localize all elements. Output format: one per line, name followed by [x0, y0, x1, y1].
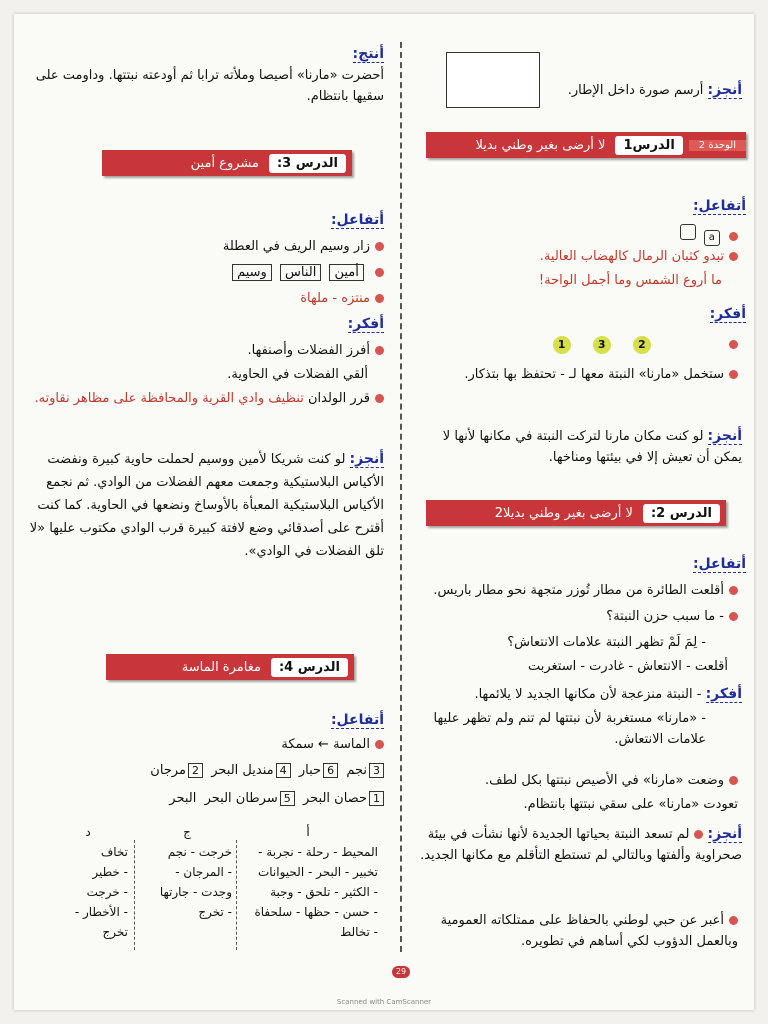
l3-line3-text: أفرز الفضلات وأصنفها.: [247, 343, 370, 358]
r1-line2: [406, 270, 722, 291]
r1-line1-text: تبدو كثبان الرمال كالهضاب العالية.: [539, 249, 724, 264]
l3-line4: [14, 364, 368, 385]
r2-line1-text: أقلعت الطائرة من مطار تُوزر متجهة نحو مطار باريس.: [433, 583, 724, 598]
l3-line5: [24, 388, 384, 409]
item-number: 2: [188, 763, 203, 778]
item-text: حبار: [298, 763, 322, 778]
interact2-label: أتفاعل:: [692, 556, 746, 572]
l3-think-label: أفكر:: [347, 316, 384, 332]
lesson4-title: مغامرة الماسة: [181, 659, 261, 675]
word-column-a: [238, 822, 378, 942]
produce-block: [24, 44, 384, 107]
r2-line3: [406, 632, 706, 653]
r2-line4: [406, 656, 728, 677]
bullet-dot: [729, 232, 738, 241]
column-c-line: تخاف: [100, 845, 128, 859]
think2-line2-text: - «مارنا» مستغربة لأن نبتتها لم تنم ولم تظهر عليها علامات الانتعاش.: [433, 711, 706, 747]
think2-line2: [412, 708, 706, 750]
l3-line5a: قرر الولدان: [307, 391, 370, 406]
lesson1-title: لا أرضى بغير وطني بديلا: [475, 137, 606, 153]
word-column-c: [48, 822, 128, 942]
think2-label: أفكر:: [705, 686, 742, 702]
l3-line1-text: زار وسيم الريف في العطلة: [222, 239, 370, 254]
bullet-dot: [375, 242, 384, 251]
column-b-line: - تخرج: [198, 905, 232, 919]
l3-interact-label: أتفاعل:: [330, 212, 384, 228]
lesson2-banner: [426, 500, 726, 526]
item-text: منديل البحر: [211, 763, 274, 778]
l3-interact: [14, 210, 384, 231]
answer-square: a: [704, 230, 720, 246]
do1: [412, 426, 742, 468]
do2-line2: أعبر عن حبي لوطني بالحفاظ على ممتلكاته العمومية وبالعمل الدؤوب لكي أساهم في تطويره.: [440, 913, 738, 949]
word-box: وسيم: [232, 264, 272, 281]
do2-second: [412, 910, 738, 952]
l3-do: [24, 448, 384, 563]
bullet-dot: [375, 394, 384, 403]
lesson1-number: الدرس1: [615, 136, 682, 155]
l3-line3: [14, 340, 384, 361]
l3-line5b: تنظيف وادي القرية والمحافظة على مظاهر نقاوته.: [34, 391, 304, 406]
think1-label: أفكر:: [709, 306, 746, 322]
item-number: 6: [323, 763, 338, 778]
page-number: 29: [392, 966, 410, 978]
column-a-line: - تخالط: [340, 925, 378, 939]
column-b-line: - المرجان -: [175, 865, 232, 879]
l3-boxes: [14, 262, 384, 283]
lesson3-title: مشروع أمين: [190, 155, 259, 171]
lesson2-title: لا أرضى بغير وطني بديلا2: [494, 505, 633, 521]
item-text: نجم: [346, 763, 367, 778]
column-c-line: تخرج: [102, 925, 128, 939]
r1-line3: [406, 364, 738, 385]
order-circle: 2: [633, 336, 651, 354]
worksheet-page: [14, 14, 754, 1010]
produce-label: أنتج:: [352, 46, 384, 62]
column-a-line: - حسن - حظها - سلحفاة: [254, 905, 378, 919]
column-separator: [236, 840, 237, 950]
lesson4-number: الدرس 4:: [271, 658, 348, 677]
l3-do-text: لو كنت شريكا لأمين ووسيم لحملت حاوية كبيرة ونفضت الأكياس البلاستيكية وجمعت معهم الفضلات من الوادي. ثم نجمع الأكياس البلاستيكية المعبأة بالأوساخ ونضعها في الحاوية. كما كنت أقترح على أصدقائي وضع لافتة كبيرة قرب الوادي مكتوب عليها «لا تلق الفضلات في الوادي».: [29, 452, 384, 559]
item-number: 3: [369, 763, 384, 778]
answer-square: [680, 224, 696, 240]
r2-line6: [406, 794, 738, 815]
r1-line1: [406, 246, 738, 267]
bullet-dot: [375, 294, 384, 303]
bullet-dot: [375, 346, 384, 355]
r1-line3-text: ستخمل «مارنا» النبتة معها لـ - تحتفظ بها بتذكار.: [464, 367, 724, 382]
draw-text: أرسم صورة داخل الإطار.: [567, 83, 704, 98]
do2-line1: لم تسعد النبتة بحياتها الجديدة لأنها نشأت في بيئة صحراوية وألفتها وبالتالي لم تستطع التأقلم مع مكانها الجديد.: [420, 827, 742, 863]
l4-interact-label: أتفاعل:: [330, 712, 384, 728]
bullet-dot: [729, 370, 738, 379]
interact2: [406, 554, 746, 575]
l3-line2-text: منتزه - ملهاة: [300, 291, 370, 306]
column-a-line: - الكثير - تلحق - وجبة: [270, 885, 378, 899]
column-b-line: خرجت - نجم: [167, 845, 232, 859]
order-circle: 3: [593, 336, 611, 354]
column-c-line: - خرجت: [86, 885, 128, 899]
bullet-dot: [729, 612, 738, 621]
r1-line2-text: ما أروع الشمس وما أجمل الواحة!: [538, 273, 722, 288]
unit-tag: الوحدة 2: [689, 140, 746, 151]
l3-think: [14, 314, 384, 335]
lesson2-number: الدرس 2:: [643, 504, 720, 523]
bullet-dot: [729, 340, 738, 349]
column-c-line: - خطير: [92, 865, 128, 879]
lesson3-number: الدرس 3:: [269, 154, 346, 173]
column-separator: [134, 840, 135, 950]
r2-line1: [406, 580, 738, 601]
bullet-dot: [375, 740, 384, 749]
order-circle: 1: [553, 336, 571, 354]
l4-items2: [14, 788, 384, 809]
bullet-dot: [729, 916, 738, 925]
item-number: 1: [369, 791, 384, 806]
drawing-frame[interactable]: [446, 52, 540, 108]
squares-row: [406, 224, 738, 247]
word-box: الناس: [280, 264, 321, 281]
l4-items1: [14, 760, 384, 781]
bullet-dot: [729, 776, 738, 785]
circles-row: [406, 334, 738, 355]
column-a-line: المحيط - رحلة - نجربة -: [258, 845, 378, 859]
l4-interact: [14, 710, 384, 731]
draw-task: [546, 80, 742, 101]
l3-line2: [14, 288, 384, 309]
r2-line3-text: - لِمَ لَمْ تظهر النبتة علامات الانتعاش؟: [507, 635, 706, 650]
item-number: 4: [276, 763, 291, 778]
interact1-label: أتفاعل:: [692, 198, 746, 214]
interact1: [406, 196, 746, 217]
scanner-footer: Scanned with CamScanner: [336, 998, 432, 1006]
l4-line1-text: الماسة ← سمكة: [281, 737, 370, 752]
item-text: حصان البحر: [302, 791, 367, 806]
think2-line1: - النبتة منزعجة لأن مكانها الجديد لا يلائمها.: [474, 687, 702, 702]
bullet-dot: [694, 830, 703, 839]
l3-line1: [14, 236, 384, 257]
column-c-head: د: [85, 825, 91, 839]
lesson1-banner: [426, 132, 746, 158]
do2: [412, 824, 742, 866]
l3-line4-text: ألقي الفضلات في الحاوية.: [227, 367, 368, 382]
do2-label: أنجز:: [707, 826, 742, 842]
column-divider: [400, 42, 402, 952]
r2-line6-text: تعودت «مارنا» على سقي نبتتها بانتظام.: [523, 797, 738, 812]
item-text: البحر: [169, 791, 197, 806]
lesson4-banner: [106, 654, 354, 680]
r2-line2-text: - ما سبب حزن النبتة؟: [606, 609, 724, 624]
column-a-line: تخبير - البحر - الحيوانات: [257, 865, 378, 879]
r2-line4-text: أقلعت - الانتعاش - غادرت - استغربت: [527, 659, 728, 674]
bullet-dot: [375, 268, 384, 277]
lesson3-banner: [102, 150, 352, 176]
column-b-line: وجدت - جارتها: [159, 885, 232, 899]
produce-text: أحضرت «مارنا» أصيصا وملأته ترابا ثم أودعته نبتتها. وداومت على سقيها بانتظام.: [35, 68, 384, 104]
do1-label: أنجز:: [707, 428, 742, 444]
r2-line5-text: وضعت «مارنا» في الأصيص نبتتها بكل لطف.: [485, 773, 724, 788]
l3-do-label: أنجز:: [349, 451, 384, 467]
bullet-dot: [729, 252, 738, 261]
draw-label: أنجز:: [707, 82, 742, 98]
l4-line1: [14, 734, 384, 755]
think1: [406, 304, 746, 325]
word-column-b: [142, 822, 232, 922]
column-a-head: أ: [306, 825, 310, 839]
r2-line5: [406, 770, 738, 791]
bullet-dot: [729, 586, 738, 595]
do1-text: لو كنت مكان مارنا لتركت النبتة في مكانها لأنها لا يمكن أن تعيش إلا في بيئتها ومناخها.: [442, 429, 742, 465]
column-b-head: ج: [183, 825, 191, 839]
column-c-line: - الأخطار -: [74, 905, 128, 919]
item-text: سرطان البحر: [204, 791, 278, 806]
word-box: أمين: [329, 264, 363, 281]
item-number: 5: [280, 791, 295, 806]
think2: [406, 684, 742, 705]
item-text: مرجان: [150, 763, 186, 778]
r2-line2: [406, 606, 738, 627]
